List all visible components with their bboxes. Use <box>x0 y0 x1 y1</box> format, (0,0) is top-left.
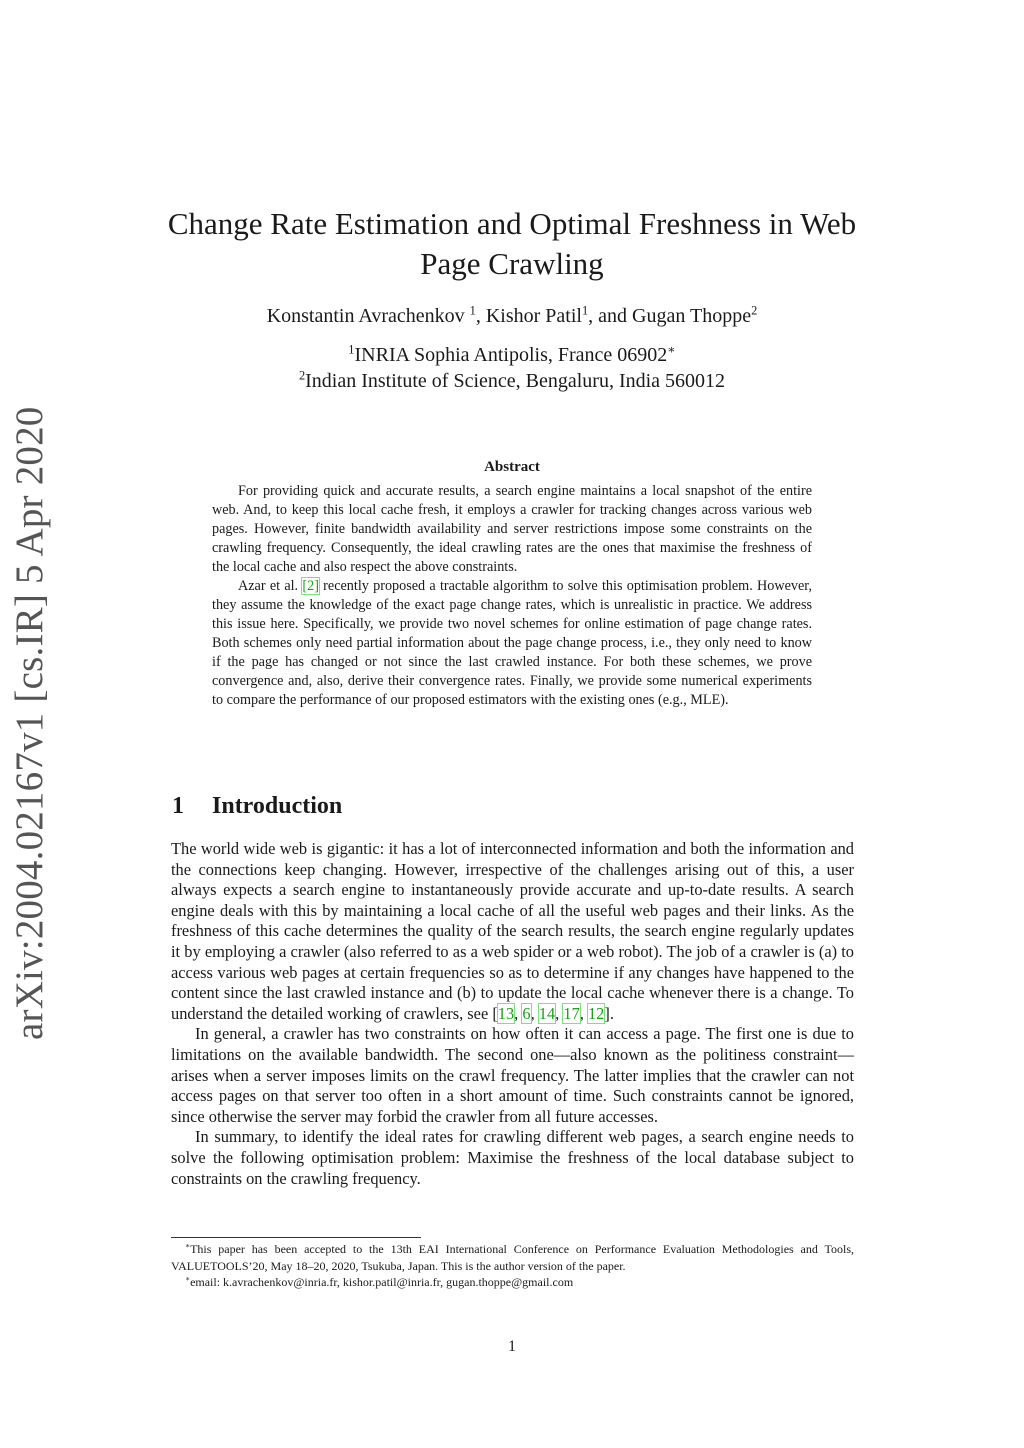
affiliation-mark: 1 <box>469 303 476 318</box>
citation-link[interactable]: 6 <box>522 1003 531 1023</box>
page-number: 1 <box>508 1338 516 1355</box>
affiliation-mark: 1 <box>348 342 355 357</box>
body-paragraph: The world wide web is gigantic: it has a lot of interconnected information and both the information and the connections keep changing. However, irrespective of the challenges arising out of this, a user always expects a search engine to instantaneously provide accurate and up-to-date results. A search engine deals with this by maintaining a local cache of all the useful web pages and their links. As the freshness of this cache determines the quality of the search results, the search engine regularly updates it by employing a crawler (also referred to as a web spider or a web robot). The job of a crawler is (a) to access various web pages at certain frequencies so as to determine if any changes have happened to the content since the last crawled instance and (b) to update the local cache whenever there is a change. To understand the detailed working of crawlers, see [13, 6, 14, 17, 12]. <box>171 839 854 1023</box>
author-name: Gugan Thoppe <box>632 305 752 327</box>
citation-link[interactable]: 17 <box>563 1003 580 1023</box>
author-list: Konstantin Avrachenkov $^1$, Kishor Patil$^1$, and Gugan Thoppe$^2$ <box>266 303 758 327</box>
citation-link[interactable]: 12 <box>587 1003 605 1023</box>
footnote <box>171 1241 854 1274</box>
body-paragraph: In summary, to identify the ideal rates for crawling different web pages, a search engine needs to solve the following optimisation problem: Maximise the freshness of the local database subject to constraints on the crawling frequency. <box>171 1127 854 1188</box>
section-heading <box>172 793 342 820</box>
section-title: Introduction <box>212 793 343 819</box>
footnote-mark: ∗ <box>185 1241 191 1250</box>
footnote-mark: ∗ <box>667 342 676 357</box>
citation-link[interactable]: 14 <box>538 1003 556 1023</box>
abstract-paragraph <box>212 577 812 710</box>
footnote <box>171 1274 854 1291</box>
body-text: ]. <box>604 1003 614 1023</box>
footnote-text: This paper has been accepted to the 13th EAI International Conference on Performance Evaluation Methodologies and Tools, VALUETOOLS’20, May 18–20, 2020, Tsukuba, Japan. This is the author version of the paper. <box>171 1242 854 1273</box>
abstract-text: Azar et al. <box>238 578 303 594</box>
abstract-paragraph: For providing quick and accurate results, a search engine maintains a local snapshot of the entire web. And, to keep this local cache fresh, it employs a crawler for tracking changes across various web pages. However, finite bandwidth availability and server restrictions impose some constraints on the crawling frequency. Consequently, the ideal crawling rates are the ones that maximise the freshness of the local cache and also respect the above constraints. <box>212 483 812 575</box>
affiliation-mark: 2 <box>751 303 758 318</box>
affiliation <box>150 368 874 394</box>
footnote-mark: ∗ <box>185 1274 191 1283</box>
author-name: Konstantin Avrachenkov <box>266 305 470 327</box>
affiliation-text: Indian Institute of Science, Bengaluru, India 560012 <box>305 370 726 392</box>
abstract-text: recently proposed a tractable algorithm to solve this optimisation problem. However, they assume the knowledge of the exact page change rates, which is unrealistic in practice. We address this issue here. Specifically, we provide two novel schemes for online estimation of page change rates. Both schemes only need partial information about the page change process, i.e., they only need to know if the page has changed or not since the last crawled instance. For both these schemes, we prove convergence and, also, derive their convergence rates. Finally, we provide some numerical experiments to compare the performance of our proposed estimators with the existing ones (e.g., MLE). <box>212 578 812 708</box>
footnotes <box>171 1241 854 1291</box>
citation-link[interactable]: 13 <box>497 1003 515 1023</box>
body-paragraph: In general, a crawler has two constraints on how often it can access a page. The first one is due to limitations on the available bandwidth. The second one—also known as the politiness constraint—arises when a server imposes limits on the crawl frequency. The latter implies that the crawler can not access pages on that server too often in a short amount of time. Such constraints cannot be ignored, since otherwise the server may forbid the crawler from all future accesses. <box>171 1024 854 1126</box>
affiliation-text: INRIA Sophia Antipolis, France 06902 <box>354 344 668 366</box>
affiliation-mark: 2 <box>298 368 306 383</box>
abstract-body <box>212 482 812 710</box>
body-text: The world wide web is gigantic: it has a lot of interconnected information and both the information and the connections keep changing. However, irrespective of the challenges arising out of this, a user always expects a search engine to instantaneously provide accurate and up-to-date results. A search engine deals with this by maintaining a local cache of all the useful web pages and their links. As the freshness of this cache determines the quality of the search results, the search engine regularly updates it by employing a crawler (also referred to as a web spider or a web robot). The job of a crawler is (a) to access various web pages at certain frequencies so as to determine if any changes have happened to the content since the last crawled instance and (b) to update the local cache whenever there is a change. To understand the detailed working of crawlers, see [ <box>171 839 854 1023</box>
footnote-rule <box>171 1237 421 1238</box>
arxiv-identifier: arXiv:2004.02167v1 [cs.IR] 5 Apr 2020 <box>8 406 51 1040</box>
affiliation-mark: 1 <box>581 303 589 318</box>
paper-title: Change Rate Estimation and Optimal Freshness in Web Page Crawling <box>167 206 857 281</box>
section-body <box>171 839 854 1189</box>
footnote-text: email: k.avrachenkov@inria.fr, kishor.patil@inria.fr, gugan.thoppe@gmail.com <box>190 1275 574 1289</box>
section-number: 1 <box>172 793 184 819</box>
citation-link[interactable]: [2] <box>302 578 319 594</box>
author-name: Kishor Patil <box>485 305 582 327</box>
abstract-heading: Abstract <box>484 459 540 475</box>
affiliation-list <box>150 342 874 394</box>
affiliation <box>150 342 874 368</box>
